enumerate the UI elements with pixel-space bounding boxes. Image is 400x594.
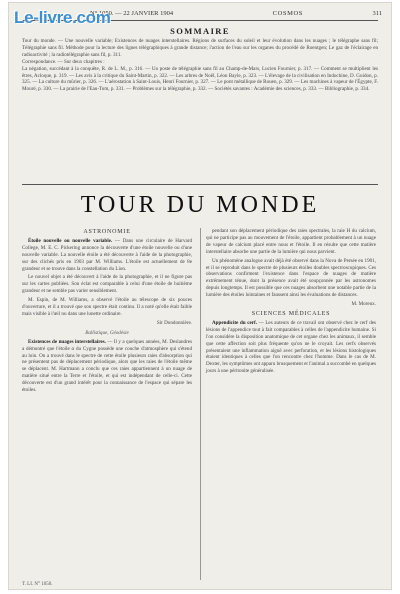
- sommaire-paragraph: La négation, succédant à la conquête, R. de L. M., p. 316. — Un poste de télégraphie sans fil au Champ-de-Mars, Lucien Fournier, p. 317. — Comment se multiplient les êtres, Acloque, p. 319. — Les avis à la critique du Saint-Martin, p. 322. — Les arbres de Noël, Léon Bayle, p. 323. — L'élevage de la civilisation en Indochine, D. Guidon, p. 325. — La culture du mûrier, p. 326. — L'aérostation à Saint-Louis, Henri Fournier, p. 327. — Le pont métallique de Rouen, p. 329. — Les machines à vapeur de l'Égypte, F. Mouré, p. 330. — La prairie de l'Eau-Tom, p. 331. — Problèmes sur la télégraphie, p. 332. — Sociétés savantes : Académie des sciences, p. 333. — Bibliographie, p. 334.: [22, 65, 378, 93]
- footer-volume: T. LI. N° 1050.: [22, 582, 53, 587]
- document-page: [8, 2, 392, 590]
- article-paragraph: Le nouvel objet a été découvert à l'aide de la photographie, et il ne figure pas sur les cartes publiées. Son éclat est comparable à celui d'une étoile de huitième grandeur et ne semble pas varier sensiblement.: [22, 274, 192, 295]
- article-paragraph: Un phénomène analogue avait déjà été observé dans la Nova de Persée en 1901, et il se reproduit dans le spectre de plusieurs étoiles doubles spectroscopiques. Ces observations confirment l'existence dans l'espace de nuages de matière extrêmement ténue, dont la présence avait été soupçonnée par les astronomes depuis longtemps. Il est possible que ces nuages absorbent une notable partie de la lumière des étoiles lointaines et faussent ainsi les évaluations de distances.: [206, 257, 376, 299]
- section-heading-sciences-medicales: SCIENCES MÉDICALES: [251, 310, 331, 317]
- sommaire-rule: [22, 184, 378, 185]
- author-signature: Sir Dondonnière.: [156, 319, 192, 326]
- sub-heading: Ballistique, Géodésie: [85, 329, 129, 336]
- page-footer: [22, 582, 378, 587]
- article-title: Étoile nouvelle ou nouvelle variable.: [28, 237, 113, 244]
- left-column: [22, 228, 192, 396]
- article-title: Appendicite du cerf.: [212, 319, 257, 326]
- article-text: — Il y a quelques années, M. Deslandres a démontré que l'étoile α du Cygne possède une couche d'atmosphère qui s'étend au loin. On a trouvé dans le spectre de cette étoile plusieurs raies d'absorption qui ne présentent pas de déplacement périodique, alors que les raies de l'étoile même se déplacent. M. Hartmann a conclu que ces raies appartiennent à un nuage de matière situé entre la Terre et l'étoile, et qui est indépendant de celle-ci. Cette découverte est d'un grand intérêt pour la connaissance de l'espace qui sépare les étoiles.: [22, 338, 193, 394]
- page-number: 311: [372, 9, 382, 17]
- right-column: [206, 228, 376, 377]
- article-paragraph: M. Espin, de M. Williams, a observé l'étoile au télescope de six pouces d'ouverture, et il a trouvé que son spectre était continu. Il a noté qu'elle était faible mais visible à l'œil nu dans une lunette ordinaire.: [22, 297, 192, 317]
- article-title: Existences de nuages interstellaires.: [28, 338, 106, 345]
- section-heading-astronomie: ASTRONOMIE: [83, 229, 131, 235]
- main-title: TOUR DU MONDE: [80, 192, 320, 218]
- article-paragraph: [206, 320, 376, 375]
- article-paragraph: [22, 339, 192, 394]
- article-text: — Les auteurs de ce travail ont observé chez le cerf des lésions de l'appendice tout à fait comparables à celles de l'appendicite humaine. Si l'on considère la disposition anatomique de cet organe chez les animaux, il semble que cette affection soit plus fréquente qu'on ne le croyait. Les cerfs observés présentaient une inflammation aiguë avec perforation, et les lésions histologiques étaient identiques à celles que l'on rencontre chez l'homme. Dans le cas de M. Dexter, les symptômes ont apparu brusquement et l'animal a succombé en quelques jours à une péritonite généralisée.: [206, 319, 376, 375]
- article-paragraph: [22, 238, 192, 273]
- journal-name: COSMOS: [272, 9, 303, 17]
- author-signature: M. Moreux.: [351, 301, 376, 308]
- column-separator: [200, 228, 201, 580]
- sommaire-paragraph: Tour du monde. — Une nouvelle variable; Existences de nuages interstellaires. Régions de surfaces du soleil et leur évolution dans les nuages ; le télégraphe sans fil; Télégraphie sans fil. Méthode pour la lecture des lignes télégraphiques à grande distance; l'action de l'eau sur les organes du procédé de Roentgen; Le gaz de l'éclairage en radioactivité ; la radiotélégraphie sans fil, p. 311.: [22, 38, 378, 58]
- issue-date: N° 1050. — 22 JANVIER 1904: [90, 9, 174, 17]
- sommaire-body: [22, 38, 378, 93]
- article-text: — Dans une circulaire de Harvard College, M. E. C. Pickering annonce la découverte d'une étoile nouvelle ou d'une nouvelle variable. La nouvelle étoile a été découverte à l'aide de la photographie, sur des clichés pris en 1903 par M. Williams. L'étoile est actuellement de 8e grandeur et se trouve dans la constellation du Lion.: [22, 237, 192, 272]
- article-paragraph: pendant son déplacement périodique des raies spectrales, la raie H du calcium, qui ne participe pas au mouvement de l'étoile, appartient probablement à un nuage de vapeur de calcium placé entre nous et l'étoile. Il en résulte que cette matière interstellaire absorbe une partie de la lumière qui nous parvient.: [206, 228, 376, 255]
- sommaire-paragraph: Correspondance. — Sur deux chapitres :: [22, 58, 105, 65]
- watermark-logo: Le-livre.com: [14, 8, 111, 27]
- sommaire-title: SOMMAIRE: [170, 26, 230, 36]
